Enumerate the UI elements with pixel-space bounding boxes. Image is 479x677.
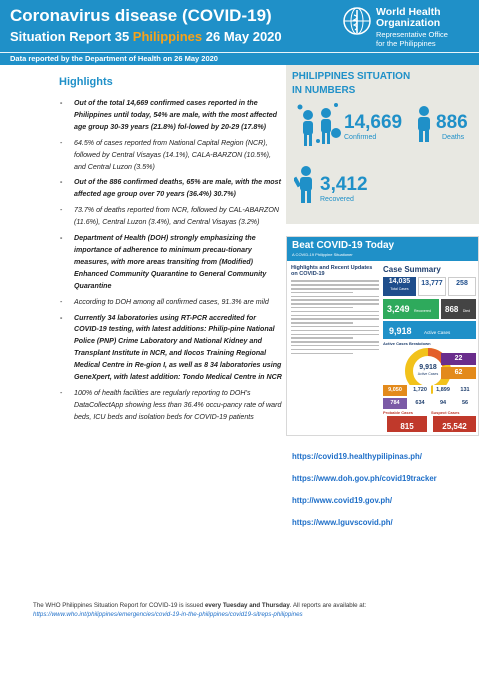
newsletter-highlights-column xyxy=(291,265,379,356)
highlight-item: - 100% of health facilities are regularly reporting to DOH’s DataCollectApp showing less than 36.4% occu-pancy rate of ward beds, ICU beds and isolation beds for COVID-19 patients xyxy=(60,388,282,424)
panel-title: PHILIPPINES SITUATION IN NUMBERS xyxy=(292,71,411,96)
text-line xyxy=(291,292,353,294)
report-title: Coronavirus disease (COVID-19) xyxy=(10,6,272,25)
text-line xyxy=(291,280,379,282)
stat-mild: 784 xyxy=(383,398,407,409)
data-source-bar: Data reported by the Department of Health on 26 May 2020 xyxy=(0,52,479,65)
newsletter-case-summary xyxy=(383,265,476,274)
suspect-box: 25,542 xyxy=(433,416,476,432)
text-line xyxy=(291,353,353,355)
text-line xyxy=(291,349,379,351)
stat-asymp: 62 xyxy=(441,367,476,379)
who-emblem-icon xyxy=(342,6,372,36)
highlight-item: - Currently 34 laboratories using RT-PCR accredited for COVID-19 testing, with latest additions: Philip-pine National Police (PNP) Crime Laboratory and National Kidney and Transplant Institute in NCR, and Ilocos Training Regional Medical Centre in Re-gion I, as well as 8 34 laboratories using GeneXpert, with latest addition: Tondo Medical Centre in NCR xyxy=(60,313,282,384)
recovered-label: Recovered xyxy=(320,196,354,203)
stat-stat-94: 94 xyxy=(433,398,453,409)
who-name: World Health Organization xyxy=(376,6,441,29)
sitreps-link[interactable]: https://www.who.int/philippines/emergencies/covid-19-in-the-philippines/covid19-sitreps-philippines xyxy=(33,611,303,618)
stat-severe: 9,050 xyxy=(383,385,407,396)
footer-note: The WHO Philippines Situation Report for COVID-19 is issued every Tuesday and Thursday. All reports are available at: https://www.who.int/philippines/emergencies/covid-19-in-the-philippines/covid19-sitreps-philippines xyxy=(33,602,367,618)
situation-in-numbers-panel xyxy=(286,65,479,224)
stat-stat-1720: 1,720 xyxy=(409,385,431,396)
highlight-item: - Out of the 886 confirmed deaths, 65% are male, with the most affected age group over 70 years (36.4%) 30.7%) xyxy=(60,177,282,201)
text-line xyxy=(291,299,379,301)
stat-stat-634: 634 xyxy=(409,398,431,409)
text-line xyxy=(291,288,379,290)
donut-center-value: 9,918 xyxy=(419,364,437,371)
person-recovered-icon xyxy=(294,165,318,205)
confirmed-label: Confirmed xyxy=(344,134,377,141)
resource-link[interactable]: https://www.doh.gov.ph/covid19tracker xyxy=(292,474,437,483)
text-line xyxy=(291,341,379,343)
who-office: Representative Office for the Philippines xyxy=(376,30,448,48)
text-line xyxy=(291,330,379,332)
died-box: 868 Died xyxy=(441,299,476,319)
newsletter-title: Beat COVID-19 Today xyxy=(292,240,395,251)
text-line xyxy=(291,315,379,317)
active-breakdown-label: Active Cases Breakdown xyxy=(383,341,431,346)
text-line xyxy=(291,337,353,339)
text-line xyxy=(291,303,379,305)
total-cases-box: 14,035 Total Cases xyxy=(383,277,416,296)
highlight-item: - Department of Health (DOH) strongly emphasizing the importance of adherence to minimum precau-tionary measures, with more areas transiting from (Modified) Enhanced Community Quarantine to General Community Quarantine xyxy=(60,233,282,293)
deaths-label: Deaths xyxy=(442,134,465,141)
deaths-small-box: 258 xyxy=(448,277,476,296)
resource-link[interactable]: http://www.covid19.gov.ph/ xyxy=(292,496,393,505)
probable-label: Probable Cases xyxy=(383,410,414,415)
newsletter-subtitle: A COVID-19 Philippine Situationer xyxy=(292,252,353,257)
deaths-stat xyxy=(436,113,468,142)
newsletter-highlights-heading: Highlights and Recent Updates on COVID-19 xyxy=(291,265,373,278)
recoveries-box: 13,777 xyxy=(418,277,446,296)
highlights-list xyxy=(60,98,282,428)
highlight-item: - 64.5% of cases reported from National Capital Region (NCR), followed by Central Visayas (14.1%), CALA-BARZON (10.5%), and Central Luzon (3.5%) xyxy=(60,138,282,174)
active-cases-box: 9,918 Active Cases xyxy=(383,321,476,339)
recovered-stat xyxy=(320,175,368,204)
resource-links xyxy=(292,446,437,534)
donut-center-label: Active Cases xyxy=(417,372,439,376)
highlights-title: Highlights xyxy=(59,76,113,88)
text-line xyxy=(291,296,379,298)
report-subtitle xyxy=(10,29,282,44)
beat-covid-newsletter-image xyxy=(286,236,479,436)
stat-stat-56: 56 xyxy=(455,398,475,409)
suspect-label: Suspect Cases xyxy=(431,410,460,415)
probable-box: 815 xyxy=(387,416,427,432)
text-line xyxy=(291,345,379,347)
text-line xyxy=(291,326,379,328)
country-name: Philippines xyxy=(132,29,203,44)
recovered-count: 3,412 xyxy=(320,174,368,195)
report-header xyxy=(0,0,479,52)
text-line xyxy=(291,307,353,309)
text-line xyxy=(291,318,379,320)
resource-link[interactable]: https://www.lguvscovid.ph/ xyxy=(292,518,393,527)
text-line xyxy=(291,311,379,313)
highlight-item: - Out of the total 14,669 confirmed cases reported in the Philippines until today, 54% are male, with the most affected age group 30-39 years (21.8%) fol-lowed by 20-29 (17.8%) xyxy=(60,98,282,134)
people-virus-icon xyxy=(294,101,344,149)
deaths-count: 886 xyxy=(436,112,468,133)
recovered-box: 3,249 Recovered xyxy=(383,299,439,319)
highlight-item: - According to DOH among all confirmed cases, 91.3% are mild xyxy=(60,297,282,309)
text-line xyxy=(291,284,379,286)
confirmed-count: 14,669 xyxy=(344,112,403,133)
text-line xyxy=(291,322,353,324)
newsletter-header xyxy=(287,237,479,261)
person-down-icon xyxy=(410,105,438,143)
text-line xyxy=(291,334,379,336)
report-date: 26 May 2020 xyxy=(202,29,282,44)
stat-stat-1899: 1,899 xyxy=(433,385,453,396)
stat-critical: 22 xyxy=(441,353,476,365)
resource-link[interactable]: https://covid19.healthypilipinas.ph/ xyxy=(292,452,422,461)
highlight-item: - 73.7% of deaths reported from NCR, followed by CAL-ABARZON (11.6%), Central Luzon (3.4%), and Central Visayas (3.2%) xyxy=(60,205,282,229)
situation-report-number: Situation Report 35 xyxy=(10,29,133,44)
newsletter-text-lines xyxy=(291,280,379,354)
stat-stat-131: 131 xyxy=(455,385,475,396)
who-logo xyxy=(342,6,474,48)
confirmed-stat xyxy=(344,113,402,142)
case-summary-heading: Case Summary xyxy=(383,265,441,274)
